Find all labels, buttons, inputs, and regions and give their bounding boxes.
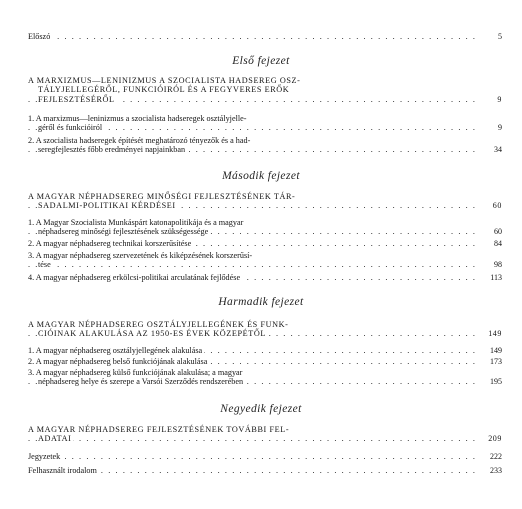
toc-entry-ch3-heading[interactable]: [28, 320, 502, 339]
entry-label: géről és funkcióiról: [38, 123, 103, 133]
entry-page: 173: [487, 357, 502, 366]
entry-label: néphadsereg helye és szerepe a Varsói Szerződés rendszerében: [38, 377, 244, 387]
entry-label: seregfejlesztés főbb eredményei napjainkban: [38, 145, 186, 155]
entry-page: 84: [491, 239, 502, 248]
entry-label: néphadsereg minőségi fejlesztésének szükségessége: [38, 227, 209, 237]
toc-entry-ch2-4[interactable]: [28, 273, 502, 282]
toc-entry-ch2-1[interactable]: [28, 218, 502, 237]
toc-entry-literature[interactable]: [28, 466, 502, 475]
entry-label: 1. A magyar néphadsereg osztályjellegének alakulása: [28, 346, 203, 355]
toc-entry-ch1-1[interactable]: [28, 114, 502, 133]
entry-label: 4. A magyar néphadsereg erkölcsi-politikai arculatának fejlődése: [28, 273, 241, 282]
toc-entry-ch3-1[interactable]: [28, 346, 502, 355]
chapter-title-2: Második fejezet: [222, 170, 300, 182]
entry-label: 3. A magyar néphadsereg szervezetének és kiképzésének korszerűsí-: [28, 251, 253, 260]
toc-entry-preface[interactable]: [28, 32, 502, 41]
toc-entry-ch4-heading[interactable]: [28, 425, 502, 444]
heading-line: A MAGYAR NÉPHADSEREG OSZTÁLYJELLEGÉNEK ÉS FUNK-: [28, 320, 289, 329]
entry-label: 3. A magyar néphadsereg külső funkciójának alakulása; a magyar: [28, 368, 243, 377]
chapter-title-3: Harmadik fejezet: [218, 296, 304, 308]
entry-label: 2. A magyar néphadsereg belső funkciójának alakulása: [28, 357, 208, 366]
entry-page: 34: [491, 145, 502, 154]
toc-entry-ch3-3[interactable]: [28, 368, 502, 387]
entry-page: 98: [491, 260, 502, 269]
entry-page: 60: [491, 227, 502, 236]
entry-label: Felhasznált irodalom: [28, 466, 97, 475]
entry-page: 9: [494, 95, 502, 104]
entry-label: Előszó: [28, 32, 51, 41]
heading-line: A MAGYAR NÉPHADSEREG FEJLESZTÉSÉNEK TOVÁBBI FEL-: [28, 425, 290, 434]
entry-label: tése: [38, 260, 51, 270]
entry-page: 149: [487, 346, 502, 355]
heading-line: FEJLESZTÉSÉRŐL: [38, 94, 115, 104]
chapter-title-4: Negyedik fejezet: [220, 403, 302, 415]
heading-line: SADALMI-POLITIKAI KÉRDÉSEI: [38, 201, 176, 211]
entry-label: 2. A magyar néphadsereg technikai korszerűsítése: [28, 239, 192, 248]
entry-page: 9: [495, 123, 502, 132]
heading-line: TÁLYJELLEGÉRŐL, FUNKCIÓIRÓL ÉS A FEGYVERES ERŐK: [38, 85, 290, 95]
heading-line: CIÓINAK ALAKULÁSA AZ 1950-ES ÉVEK KÖZEPÉTŐL: [38, 329, 266, 339]
heading-line: A MARXIZMUS—LENINIZMUS A SZOCIALISTA HADSEREG OSZ-: [28, 76, 301, 85]
entry-page: 222: [487, 452, 502, 461]
entry-label: 2. A szocialista hadseregek építését meghatározó tényezők és a had-: [28, 136, 251, 145]
toc-entry-ch3-2[interactable]: [28, 357, 502, 366]
entry-label: 1. A Magyar Szocialista Munkáspárt katonapolitikája és a magyar: [28, 218, 244, 227]
heading-line: ADATAI: [38, 434, 72, 444]
toc-entry-ch1-heading[interactable]: [28, 76, 502, 104]
toc-entry-ch2-heading[interactable]: [28, 192, 502, 211]
entry-page: 209: [485, 434, 502, 443]
chapter-title-1: Első fejezet: [232, 55, 290, 67]
entry-page: 5: [495, 32, 502, 41]
entry-page: 60: [490, 201, 502, 210]
entry-page: 195: [487, 377, 502, 386]
toc-entry-ch1-2[interactable]: [28, 136, 502, 155]
toc-entry-ch2-3[interactable]: [28, 251, 502, 270]
toc-entry-notes[interactable]: [28, 452, 502, 461]
heading-line: A MAGYAR NÉPHADSEREG MINŐSÉGI FEJLESZTÉSÉNEK TÁR-: [28, 192, 296, 201]
entry-page: 113: [487, 273, 502, 282]
entry-label: Jegyzetek: [28, 452, 61, 461]
entry-page: 149: [485, 329, 502, 338]
toc-entry-ch2-2[interactable]: [28, 239, 502, 248]
entry-label: 1. A marxizmus—leninizmus a szocialista hadseregek osztályjelle-: [28, 114, 247, 123]
entry-page: 233: [487, 466, 502, 475]
